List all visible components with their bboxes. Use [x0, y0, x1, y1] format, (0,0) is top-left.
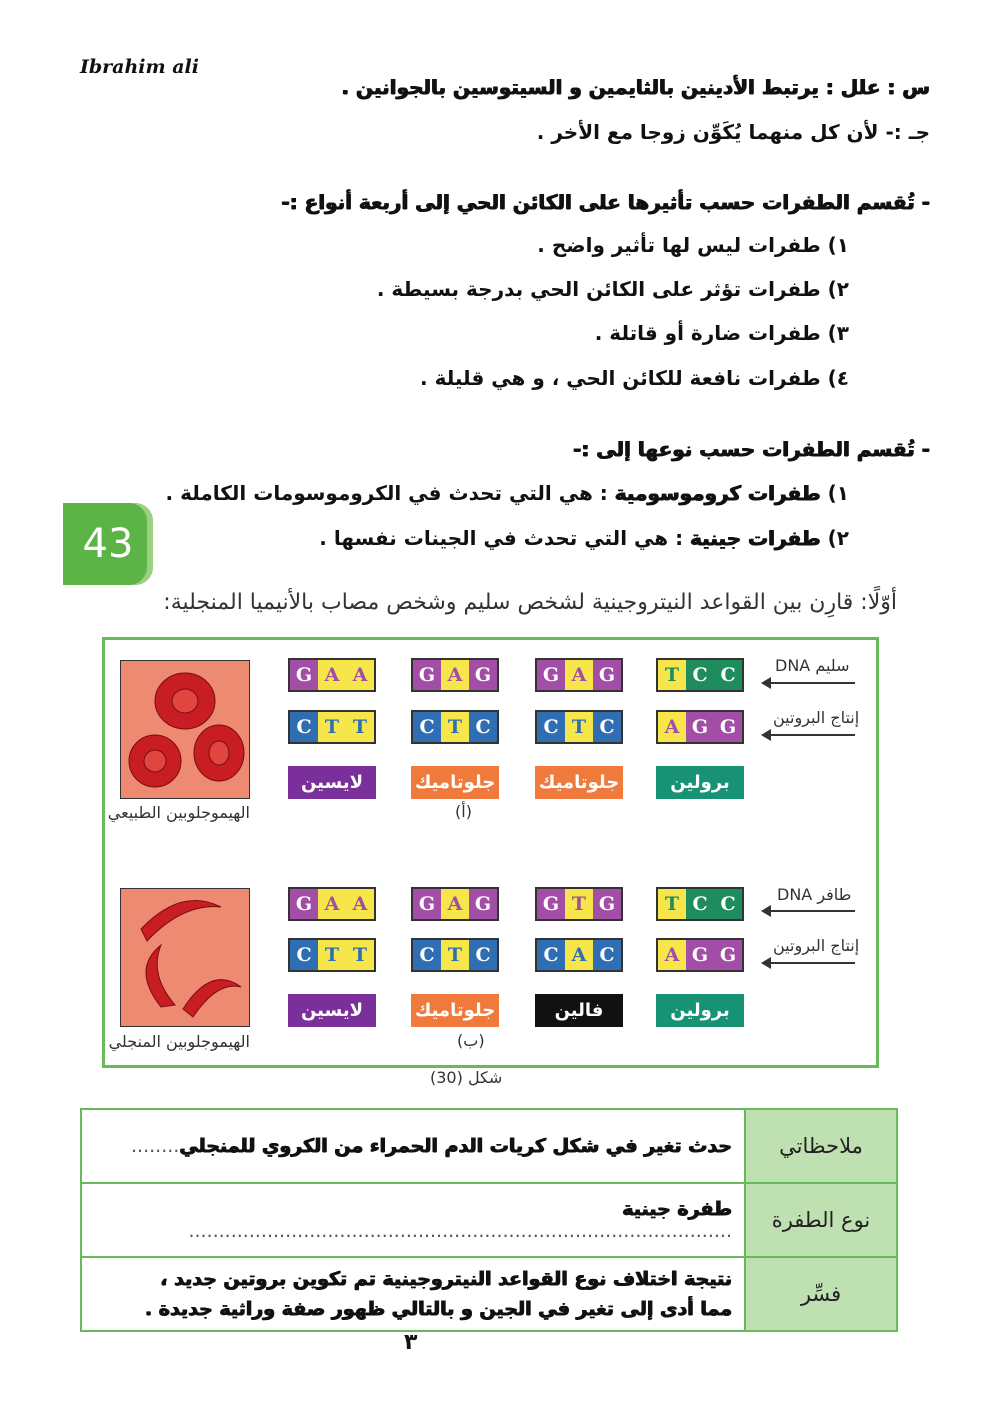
observations-text: حدث تغير في شكل كريات الدم الحمراء من الكروي للمنجلي	[179, 1135, 732, 1157]
observations-cell	[81, 1109, 745, 1183]
mutant-dna-codon-4: T C C	[656, 887, 744, 921]
mutation-desc: : هي التي تحدث في الكروموسومات الكاملة .	[165, 481, 608, 505]
mutant-rna-codon-1: C T T	[288, 938, 376, 972]
arrow-left-icon	[763, 910, 855, 912]
mutant-rna-codon-2: C T C	[411, 938, 499, 972]
figure-30	[102, 637, 879, 1068]
normal-cell-label: الهيموجلوبين الطبيعي	[107, 803, 250, 822]
mutant-protein-label: إنتاج البروتين	[773, 936, 860, 955]
arrow-left-icon	[763, 734, 855, 736]
normal-rna-codon-2: C T C	[411, 710, 499, 744]
normal-rna-codon-1: C T T	[288, 710, 376, 744]
normal-dna-codon-3: G A G	[535, 658, 623, 692]
mutation-term: طفرات جينية	[690, 526, 821, 550]
item-number: ١)	[827, 481, 849, 505]
normal-marker: (أ)	[455, 802, 472, 821]
section2-item-1	[166, 481, 849, 505]
normal-rna-codon-3: C T C	[535, 710, 623, 744]
table-row	[81, 1183, 897, 1257]
section1-item-1: ١) طفرات ليس لها تأثير واضح .	[537, 233, 849, 257]
observations-label: ملاحظاتي	[745, 1109, 897, 1183]
explain-line-1: نتيجة اختلاف نوع القواعد النيتروجينية تم تكوين بروتين جديد ،	[160, 1268, 732, 1290]
normal-dna-codon-4: T C C	[656, 658, 744, 692]
normal-amino-3: جلوتاميك	[535, 766, 623, 799]
answer-text: جـ :- لأن كل منهما يُكَوِّن زوجا مع الأخر .	[536, 120, 930, 144]
explain-cell	[81, 1257, 745, 1331]
explain-label: فسِّر	[745, 1257, 897, 1331]
section2-heading: - تُقسم الطفرات حسب نوعها إلى :-	[573, 437, 930, 461]
mutant-amino-1: لايسين	[288, 994, 376, 1027]
arrow-left-icon	[763, 682, 855, 684]
section1-item-4: ٤) طفرات نافعة للكائن الحي ، و هي قليلة .	[420, 366, 849, 390]
mutation-type-label: نوع الطفرة	[745, 1183, 897, 1257]
figure-question: أوّلًا: قارِن بين القواعد النيتروجينية لشخص سليم وشخص مصاب بالأنيميا المنجلية:	[163, 590, 897, 615]
mutation-desc: : هي التي تحدث في الجينات نفسها .	[319, 526, 684, 550]
normal-amino-2: جلوتاميك	[411, 766, 499, 799]
mutant-dna-codon-3: G T G	[535, 887, 623, 921]
normal-amino-1: لايسين	[288, 766, 376, 799]
mutant-dna-codon-2: G A G	[411, 887, 499, 921]
arrow-left-icon	[763, 962, 855, 964]
section1-item-2: ٢) طفرات تؤثر على الكائن الحي بدرجة بسيطة .	[376, 277, 849, 301]
mutant-amino-4: برولين	[656, 994, 744, 1027]
table-row	[81, 1257, 897, 1331]
normal-amino-4: برولين	[656, 766, 744, 799]
normal-protein-label: إنتاج البروتين	[773, 708, 860, 727]
sickle-cell-label: الهيموجلوبين المنجلي	[108, 1032, 250, 1051]
section1-heading: - تُقسم الطفرات حسب تأثيرها على الكائن الحي إلى أربعة أنواع :-	[281, 190, 930, 214]
round-blood-cells-icon	[121, 661, 249, 798]
normal-cell-image	[120, 660, 250, 799]
mutation-type-text: طفرة جينية	[622, 1198, 732, 1220]
normal-dna-codon-1: G A A	[288, 658, 376, 692]
sickle-blood-cells-icon	[121, 889, 249, 1026]
figure-caption: شكل (30)	[430, 1068, 503, 1087]
mutant-dna-codon-1: G A A	[288, 887, 376, 921]
mutation-term: طفرات كروموسومية	[614, 481, 821, 505]
mutant-rna-codon-4: A G G	[656, 938, 744, 972]
mutant-marker: (ب)	[457, 1031, 485, 1050]
page-number: ٣	[404, 1330, 418, 1355]
mutation-type-cell	[81, 1183, 745, 1257]
section2-item-2	[319, 526, 849, 550]
normal-dna-codon-2: G A G	[411, 658, 499, 692]
mutant-amino-2: جلوتاميك	[411, 994, 499, 1027]
explain-line-2: مما أدى إلى تغير في الجين و بالتالي ظهور صفة وراثية جديدة .	[144, 1298, 732, 1320]
author-name: Ibrahim ali	[80, 56, 199, 78]
notes-table	[80, 1108, 898, 1332]
mutant-rna-codon-3: C A C	[535, 938, 623, 972]
mutant-amino-3: فالين	[535, 994, 623, 1027]
item-number: ٢)	[827, 526, 849, 550]
question-text: س : علل : يرتبط الأدينين بالثايمين و السيتوسين بالجوانين .	[341, 75, 930, 99]
dotted-line: ........	[131, 1135, 180, 1157]
section1-item-3: ٣) طفرات ضارة أو قاتلة .	[594, 321, 849, 345]
dotted-line: ..........................................................................................	[188, 1220, 732, 1242]
normal-rna-codon-4: A G G	[656, 710, 744, 744]
page-badge: 43	[63, 503, 153, 585]
mutant-dna-label: DNA طافر	[777, 885, 852, 904]
sickle-cell-image	[120, 888, 250, 1027]
table-row	[81, 1109, 897, 1183]
normal-dna-label: DNA سليم	[775, 656, 850, 675]
